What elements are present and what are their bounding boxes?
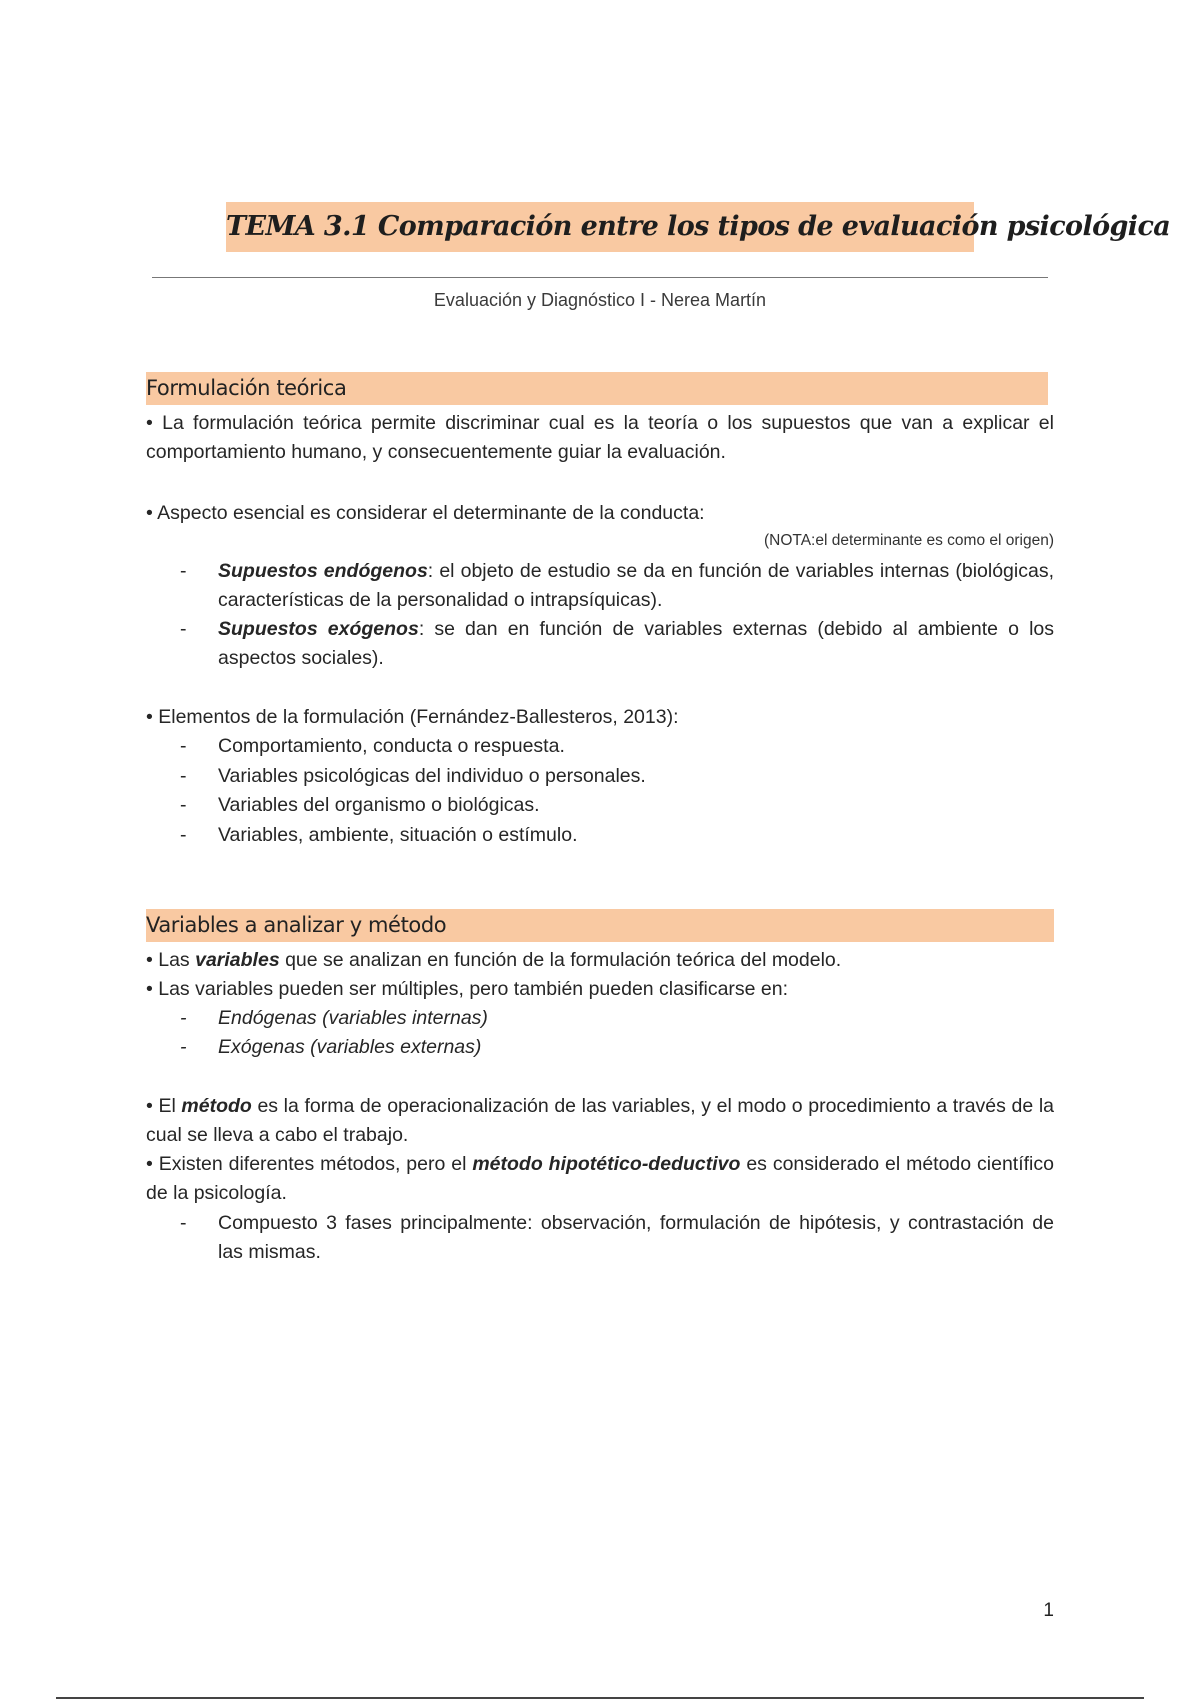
list-dash: - (180, 764, 187, 787)
elemento-text: Variables, ambiente, situación o estímulo. (218, 823, 578, 846)
term-supuestos-endogenos: Supuestos endógenos (218, 560, 428, 582)
term-metodo: método (181, 1095, 252, 1117)
term-supuestos-exogenos: Supuestos exógenos (218, 618, 419, 640)
paragraph-metodo (146, 1092, 1054, 1149)
page-bottom-divider (56, 1697, 1144, 1699)
hipotetico-pre: • Existen diferentes métodos, pero el (146, 1153, 473, 1175)
variables-pre: • Las (146, 949, 196, 971)
elemento-text: Variables psicológicas del individuo o personales. (218, 764, 646, 787)
supuestos-endogenos-text: : el objeto de estudio se da en función de variables internas (biológicas, características de la personalidad o intrapsíquicas). (218, 560, 1054, 611)
paragraph-formulacion-definicion: • La formulación teórica permite discriminar cual es la teoría o los supuestos que van a explicar el comportamiento humano, y consecuentemente guiar la evaluación. (146, 412, 1054, 463)
list-supuestos (146, 557, 1054, 673)
list-item-supuestos-endogenos (146, 557, 1054, 615)
list-item-elemento (146, 821, 1054, 851)
term-metodo-hipotetico-deductivo: método hipotético-deductivo (472, 1153, 741, 1175)
paragraph-elementos: • Elementos de la formulación (Fernández-Ballesteros, 2013): (146, 706, 679, 728)
variables-post: que se analizan en función de la formulación teórica del modelo. (279, 949, 842, 971)
list-item-elemento (146, 791, 1054, 821)
list-dash: - (180, 735, 187, 757)
paragraph-metodo-hipotetico (146, 1150, 1054, 1207)
paragraph-clasificacion: • Las variables pueden ser múltiples, pero también pueden clasificarse en: (146, 978, 789, 1000)
document-title: TEMA 3.1 Comparación entre los tipos de evaluación psicológica (226, 202, 974, 252)
list-item-supuestos-exogenos (146, 615, 1054, 673)
elemento-text: Comportamiento, conducta o respuesta. (218, 735, 565, 757)
list-dash: - (180, 823, 187, 846)
note-determinante: (NOTA:el determinante es como el origen) (763, 532, 1054, 549)
list-dash: - (180, 1212, 187, 1234)
list-item-elemento (146, 762, 1054, 792)
tipo-variable-text: Exógenas (variables externas) (218, 1036, 482, 1058)
fases-text: Compuesto 3 fases principalmente: observación, formulación de hipótesis, y contrastación de las mismas. (218, 1212, 1054, 1263)
document-subtitle: Evaluación y Diagnóstico I - Nerea Martín (433, 290, 767, 310)
paragraph-variables (146, 946, 1054, 975)
list-dash: - (180, 560, 187, 582)
section-heading-formulacion: Formulación teórica (146, 372, 1048, 405)
list-dash: - (180, 1036, 187, 1058)
term-variables: variables (195, 949, 280, 971)
list-elementos (146, 732, 1054, 850)
paragraph-determinante: • Aspecto esencial es considerar el determinante de la conducta: (146, 502, 705, 524)
metodo-pre: • El (146, 1095, 182, 1117)
page-number: 1 (1043, 1600, 1054, 1621)
elemento-text: Variables del organismo o biológicas. (218, 794, 540, 816)
list-tipos-variables (146, 1004, 1054, 1062)
section-heading-variables-metodo: Variables a analizar y método (146, 909, 1054, 942)
metodo-post: es la forma de operacionalización de las variables, y el modo o procedimiento a través de la cual se lleva a cabo el trabajo. (146, 1095, 1054, 1146)
list-fases (146, 1209, 1054, 1267)
supuestos-exogenos-text: : se dan en función de variables externas (debido al ambiente o los aspectos sociales). (218, 618, 1055, 669)
hipotetico-post: es considerado el método científico de la psicología. (146, 1153, 1054, 1204)
tipo-variable-text: Endógenas (variables internas) (218, 1007, 488, 1029)
title-divider (152, 277, 1048, 278)
list-dash: - (180, 794, 187, 816)
list-item-tipo-variable (146, 1033, 1054, 1062)
list-dash: - (180, 618, 187, 640)
list-item-elemento (146, 732, 1054, 762)
list-dash: - (180, 1007, 187, 1029)
list-item-tipo-variable (146, 1004, 1054, 1033)
list-item-fases (146, 1209, 1054, 1267)
